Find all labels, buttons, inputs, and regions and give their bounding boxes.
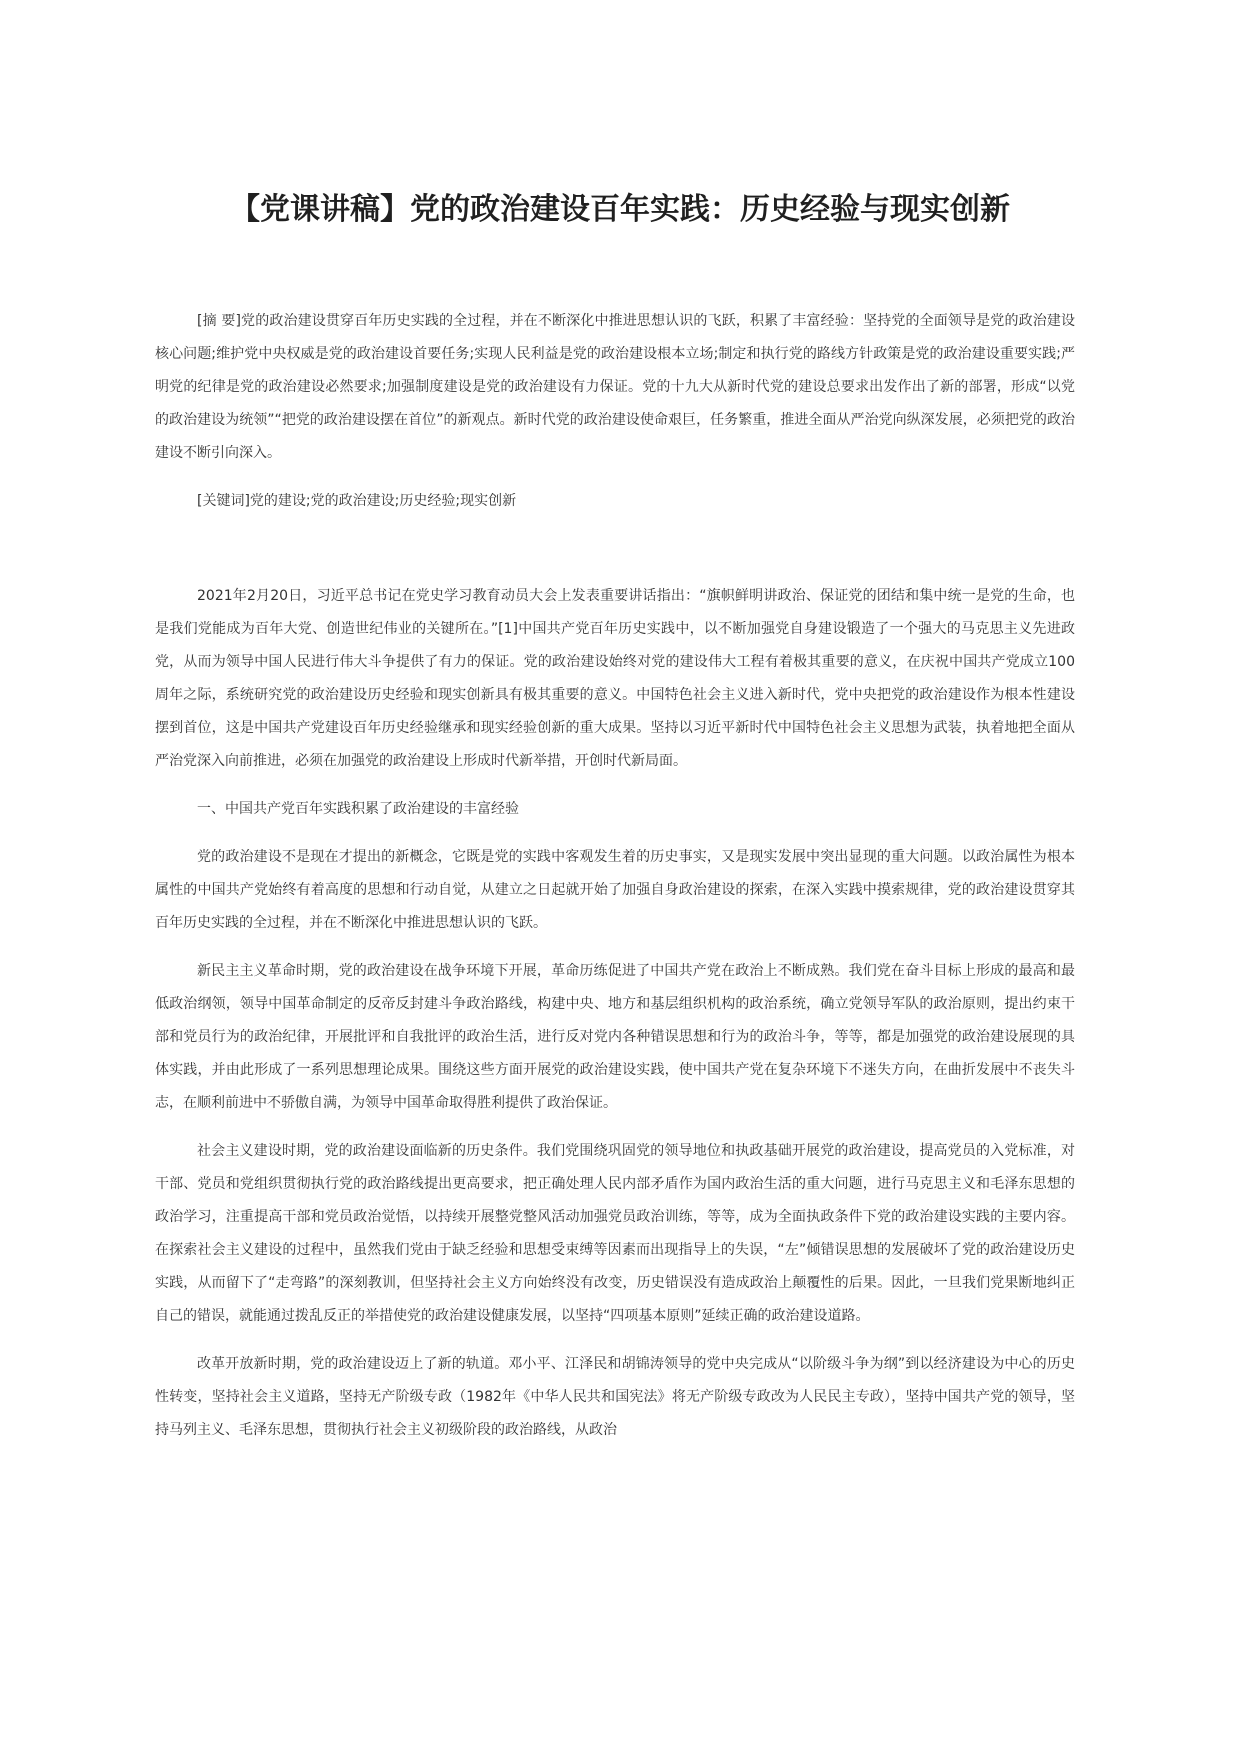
intro-paragraph: 2021年2月20日，习近平总书记在党史学习教育动员大会上发表重要讲话指出：“旗帜鲜明讲政治、保证党的团结和集中统一是党的生命，也是我们党能成为百年大党、创造世纪伟业的关键所在。”[1]中国共产党百年历史实践中，以不断加强党自身建设锻造了一个强大的马克思主义先进政党，从而为领导中国人民进行伟大斗争提供了有力的保证。党的政治建设始终对党的建设伟大工程有着极其重要的意义，在庆祝中国共产党成立100周年之际，系统研究党的政治建设历史经验和现实创新具有极其重要的意义。中国特色社会主义进入新时代，党中央把党的政治建设作为根本性建设摆到首位，这是中国共产党建设百年历史经验继承和现实经验创新的重大成果。坚持以习近平新时代中国特色社会主义思想为武装，执着地把全面从严治党深入向前推进，必须在加强党的政治建设上形成时代新举措，开创时代新局面。 <box>155 588 1075 769</box>
section-heading: 一、中国共产党百年实践积累了政治建设的丰富经验 <box>197 801 519 817</box>
abstract-paragraph: [摘 要]党的政治建设贯穿百年历史实践的全过程，并在不断深化中推进思想认识的飞跃，积累了丰富经验：坚持党的全面领导是党的政治建设核心问题;维护党中央权威是党的政治建设首要任务;实现人民利益是党的政治建设根本立场;制定和执行党的路线方针政策是党的政治建设重要实践;严明党的纪律是党的政治建设必然要求;加强制度建设是党的政治建设有力保证。党的十九大从新时代党的建设总要求出发作出了新的部署，形成“以党的政治建设为统领”“把党的政治建设摆在首位”的新观点。新时代党的政治建设使命艰巨，任务繁重，推进全面从严治党向纵深发展，必须把党的政治建设不断引向深入。 <box>155 313 1075 461</box>
body-paragraph: 党的政治建设不是现在才提出的新概念，它既是党的实践中客观发生着的历史事实，又是现实发展中突出显现的重大问题。以政治属性为根本属性的中国共产党始终有着高度的思想和行动自觉，从建立之日起就开始了加强自身政治建设的探索，在深入实践中摸索规律，党的政治建设贯穿其百年历史实践的全过程，并在不断深化中推进思想认识的飞跃。 <box>155 849 1075 931</box>
document-body <box>155 305 1075 1447</box>
document-title: 【党课讲稿】党的政治建设百年实践：历史经验与现实创新 <box>230 192 1010 227</box>
body-paragraph: 社会主义建设时期，党的政治建设面临新的历史条件。我们党围绕巩固党的领导地位和执政基础开展党的政治建设，提高党员的入党标准，对干部、党员和党组织贯彻执行党的政治路线提出更高要求，把正确处理人民内部矛盾作为国内政治生活的重大问题，进行马克思主义和毛泽东思想的政治学习，注重提高干部和党员政治觉悟，以持续开展整党整风活动加强党员政治训练，等等，成为全面执政条件下党的政治建设实践的主要内容。在探索社会主义建设的过程中，虽然我们党由于缺乏经验和思想受束缚等因素而出现指导上的失误，“左”倾错误思想的发展破坏了党的政治建设历史实践，从而留下了“走弯路”的深刻教训，但坚持社会主义方向始终没有改变，历史错误没有造成政治上颠覆性的后果。因此，一旦我们党果断地纠正自己的错误，就能通过拨乱反正的举措使党的政治建设健康发展，以坚持“四项基本原则”延续正确的政治建设道路。 <box>155 1143 1075 1324</box>
spacer <box>155 1120 1075 1135</box>
spacer <box>155 940 1075 955</box>
spacer <box>155 1333 1075 1348</box>
keywords-paragraph: [关键词]党的建设;党的政治建设;历史经验;现实创新 <box>197 493 517 509</box>
spacer <box>155 518 1075 580</box>
body-paragraph: 改革开放新时期，党的政治建设迈上了新的轨道。邓小平、江泽民和胡锦涛领导的党中央完成从“以阶级斗争为纲”到以经济建设为中心的历史性转变，坚持社会主义道路，坚持无产阶级专政（1982年《中华人民共和国宪法》将无产阶级专政改为人民民主专政），坚持中国共产党的领导，坚持马列主义、毛泽东思想，贯彻执行社会主义初级阶段的政治路线，从政治 <box>155 1356 1075 1438</box>
spacer <box>155 826 1075 841</box>
spacer <box>155 470 1075 485</box>
body-paragraph: 新民主主义革命时期，党的政治建设在战争环境下开展，革命历练促进了中国共产党在政治上不断成熟。我们党在奋斗目标上形成的最高和最低政治纲领，领导中国革命制定的反帝反封建斗争政治路线，构建中央、地方和基层组织机构的政治系统，确立党领导军队的政治原则，提出约束干部和党员行为的政治纪律，开展批评和自我批评的政治生活，进行反对党内各种错误思想和行为的政治斗争，等等，都是加强党的政治建设展现的具体实践，并由此形成了一系列思想理论成果。围绕这些方面开展党的政治建设实践，使中国共产党在复杂环境下不迷失方向，在曲折发展中不丧失斗志，在顺利前进中不骄傲自满，为领导中国革命取得胜利提供了政治保证。 <box>155 963 1075 1111</box>
spacer <box>155 778 1075 793</box>
